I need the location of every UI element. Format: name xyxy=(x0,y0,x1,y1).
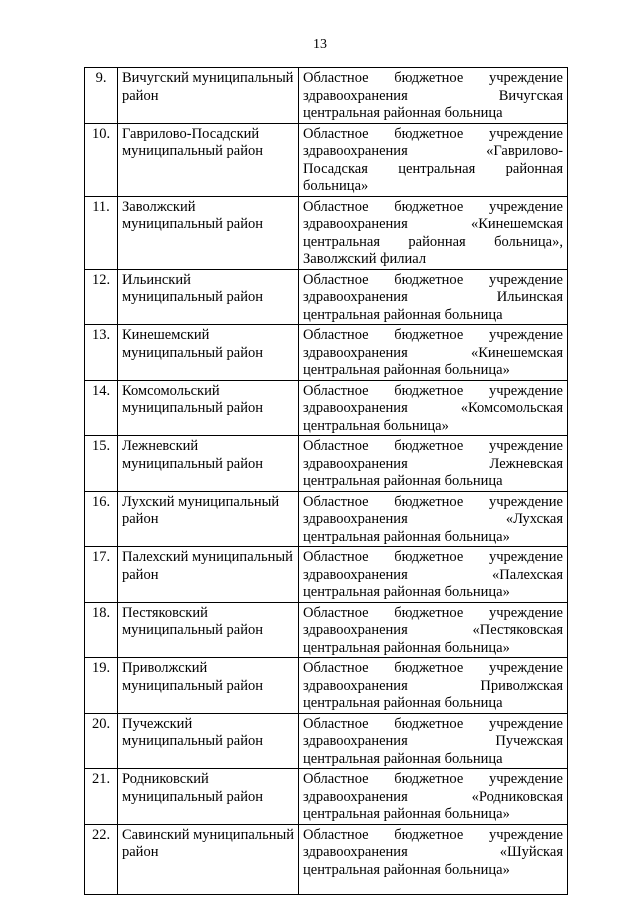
institution-name xyxy=(299,769,568,825)
district-name: Савинский муниципальный район xyxy=(118,824,299,894)
institution-line: центральная районная больница xyxy=(303,750,503,767)
district-name: Родниковский муниципальный район xyxy=(118,769,299,825)
institution-name xyxy=(299,269,568,325)
page-number: 13 xyxy=(313,37,327,52)
row-number: 21. xyxy=(85,769,118,825)
district-name: Пестяковский муниципальный район xyxy=(118,602,299,658)
row-number: 16. xyxy=(85,491,118,547)
table-row xyxy=(85,547,568,603)
institution-line: больница» xyxy=(303,178,369,194)
institution-line: центральная больница» xyxy=(303,417,449,434)
institution-name xyxy=(299,436,568,492)
institution-name xyxy=(299,658,568,714)
row-number: 22. xyxy=(85,824,118,894)
institution-line: центральная районная больница» xyxy=(303,639,510,656)
table-row xyxy=(85,491,568,547)
institution-line: Областное бюджетное учреждение xyxy=(303,271,563,288)
institution-line: здравоохранения «Пестяковская xyxy=(303,622,563,638)
hospital-table xyxy=(84,67,568,895)
table-row xyxy=(85,325,568,381)
row-number: 18. xyxy=(85,602,118,658)
institution-line: Областное бюджетное учреждение xyxy=(303,549,563,565)
row-number: 13. xyxy=(85,325,118,381)
institution-name xyxy=(299,491,568,547)
table-row xyxy=(85,123,568,196)
institution-name xyxy=(299,380,568,436)
institution-line: центральная районная больница» xyxy=(303,806,510,822)
institution-line: Областное бюджетное учреждение xyxy=(303,826,563,843)
institution-line: центральная районная больница», xyxy=(303,233,563,250)
institution-line: центральная районная больница xyxy=(303,695,503,711)
institution-name xyxy=(299,824,568,894)
institution-line: центральная районная больница» xyxy=(303,584,510,600)
institution-line: здравоохранения Пучежская xyxy=(303,733,563,749)
table-row xyxy=(85,713,568,769)
institution-line: Областное бюджетное учреждение xyxy=(303,125,563,142)
institution-line: здравоохранения Лежневская xyxy=(303,455,563,472)
row-number: 17. xyxy=(85,547,118,603)
institution-line: Посадская центральная районная xyxy=(303,160,563,177)
district-name: Заволжский муниципальный район xyxy=(118,196,299,269)
row-number: 12. xyxy=(85,269,118,325)
table-row xyxy=(85,824,568,894)
institution-name xyxy=(299,196,568,269)
row-number: 19. xyxy=(85,658,118,714)
institution-name xyxy=(299,713,568,769)
row-number: 10. xyxy=(85,123,118,196)
institution-name xyxy=(299,602,568,658)
district-name: Комсомольский муниципальный район xyxy=(118,380,299,436)
row-number: 9. xyxy=(85,68,118,124)
institution-line: центральная районная больница» xyxy=(303,528,510,545)
table-row xyxy=(85,196,568,269)
institution-line: Областное бюджетное учреждение xyxy=(303,327,563,343)
row-number: 15. xyxy=(85,436,118,492)
table-row xyxy=(85,602,568,658)
institution-line: здравоохранения «Кинешемская xyxy=(303,216,563,232)
table-row xyxy=(85,380,568,436)
district-name: Кинешемский муниципальный район xyxy=(118,325,299,381)
institution-line: Областное бюджетное учреждение xyxy=(303,660,563,676)
table-row xyxy=(85,769,568,825)
table-row xyxy=(85,436,568,492)
institution-name xyxy=(299,325,568,381)
institution-line: Областное бюджетное учреждение xyxy=(303,70,563,86)
institution-line: Областное бюджетное учреждение xyxy=(303,715,563,732)
district-name: Лежневский муниципальный район xyxy=(118,436,299,492)
institution-line: Областное бюджетное учреждение xyxy=(303,604,563,621)
institution-line: Областное бюджетное учреждение xyxy=(303,493,563,510)
institution-line: Областное бюджетное учреждение xyxy=(303,438,563,454)
institution-line: здравоохранения «Гаврилово- xyxy=(303,143,563,159)
institution-line: центральная районная больница» xyxy=(303,362,510,378)
district-name: Пучежский муниципальный район xyxy=(118,713,299,769)
institution-line: здравоохранения «Палехская xyxy=(303,566,563,583)
institution-line: здравоохранения «Комсомольская xyxy=(303,400,563,416)
institution-line: здравоохранения Вичугская xyxy=(303,87,563,104)
institution-line: здравоохранения «Родниковская xyxy=(303,788,563,805)
institution-name xyxy=(299,68,568,124)
institution-line: Заволжский филиал xyxy=(303,251,427,267)
institution-line: здравоохранения Ильинская xyxy=(303,289,563,305)
district-name: Гаврилово-Посадский муниципальный район xyxy=(118,123,299,196)
institution-line: центральная районная больница xyxy=(303,105,503,121)
row-number: 11. xyxy=(85,196,118,269)
institution-line: здравоохранения «Кинешемская xyxy=(303,344,563,361)
institution-line: здравоохранения «Шуйская xyxy=(303,844,563,860)
institution-line: Областное бюджетное учреждение xyxy=(303,382,563,399)
row-number: 20. xyxy=(85,713,118,769)
district-name: Ильинский муниципальный район xyxy=(118,269,299,325)
district-name: Вичугский муниципальный район xyxy=(118,68,299,124)
table-row xyxy=(85,68,568,124)
institution-line: здравоохранения «Лухская xyxy=(303,511,563,527)
institution-line: центральная районная больница» xyxy=(303,861,510,878)
institution-line: Областное бюджетное учреждение xyxy=(303,771,563,787)
institution-line: центральная районная больница xyxy=(303,306,503,323)
district-name: Палехский муниципальный район xyxy=(118,547,299,603)
table-row xyxy=(85,658,568,714)
district-name: Лухский муниципальный район xyxy=(118,491,299,547)
institution-name xyxy=(299,123,568,196)
table-body xyxy=(85,68,568,895)
institution-line: здравоохранения Приволжская xyxy=(303,677,563,694)
row-number: 14. xyxy=(85,380,118,436)
table-row xyxy=(85,269,568,325)
district-name: Приволжский муниципальный район xyxy=(118,658,299,714)
institution-name xyxy=(299,547,568,603)
institution-line: Областное бюджетное учреждение xyxy=(303,198,563,215)
institution-line: центральная районная больница xyxy=(303,473,503,489)
